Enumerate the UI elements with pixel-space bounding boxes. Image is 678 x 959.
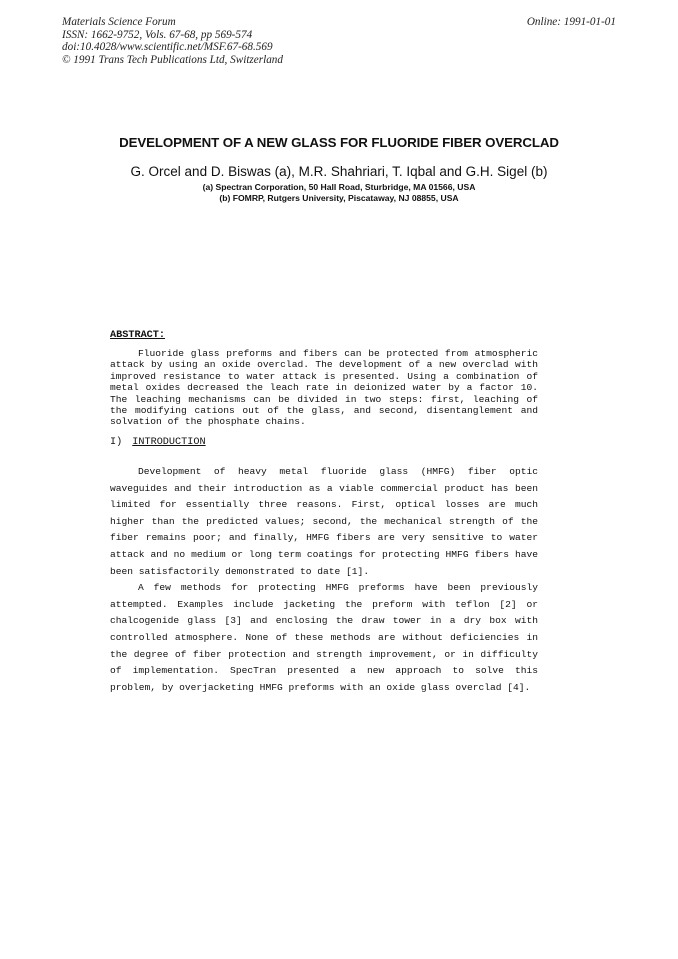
journal-name: Materials Science Forum xyxy=(62,16,176,28)
intro-paragraph-1: Development of heavy metal fluoride glass (HMFG) fiber optic waveguides and their introduction as a viable commercial product has been limited for essentially three reasons. First, optical losses are much higher than the predicted values; second, the mechanical strength of the fiber remains poor; and finally, HMFG fibers are very sensitive to water attack and no medium or long term coatings for protecting HMFG fibers have been satisfactorily demonstrated to date [1]. xyxy=(110,466,538,577)
journal-header xyxy=(62,16,283,66)
copyright-line: © 1991 Trans Tech Publications Ltd, Switzerland xyxy=(62,53,283,66)
online-date: Online: 1991-01-01 xyxy=(526,16,616,28)
issn-line: ISSN: 1662-9752, Vols. 67-68, pp 569-574 xyxy=(62,28,253,41)
abstract-heading: ABSTRACT: xyxy=(110,330,166,341)
abstract-body xyxy=(110,348,538,428)
affiliation-b: (b) FOMRP, Rutgers University, Piscataway, NJ 08855, USA xyxy=(219,193,459,203)
section-number: I) xyxy=(110,437,123,448)
abstract-text: Fluoride glass preforms and fibers can be protected from atmospheric attack by using an oxide overclad. The development of a new overclad with improved resistance to water attack is presented. Using a combination of metal oxides decreased the leach rate in deionized water by a factor 10. The leaching mechanisms can be divided in two steps: first, leaching of the modifying cations out of the glass, and second, disentanglement and solvation of the phosphate chains. xyxy=(110,348,538,428)
doi-line[interactable]: doi:10.4028/www.scientific.net/MSF.67-68.569 xyxy=(62,41,273,54)
affiliation-a: (a) Spectran Corporation, 50 Hall Road, Sturbridge, MA 01566, USA xyxy=(202,182,476,192)
paper-title: DEVELOPMENT OF A NEW GLASS FOR FLUORIDE FIBER OVERCLAD xyxy=(119,135,559,150)
section-heading xyxy=(110,437,206,448)
section-title: INTRODUCTION xyxy=(132,437,206,448)
intro-paragraph-2: A few methods for protecting HMFG preforms have been previously attempted. Examples include jacketing the preform with teflon [2] or chalcogenide glass [3] and enclosing the draw tower in a dry box with controlled atmosphere. None of these methods are without deficiencies in the degree of fiber protection and strength improvement, or in difficulty of implementation. SpecTran presented a new approach to solve this problem, by overjacketing HMFG preforms with an oxide glass overclad [4]. xyxy=(110,582,538,693)
author-list: G. Orcel and D. Biswas (a), M.R. Shahriari, T. Iqbal and G.H. Sigel (b) xyxy=(130,164,548,179)
introduction-body xyxy=(110,464,538,696)
